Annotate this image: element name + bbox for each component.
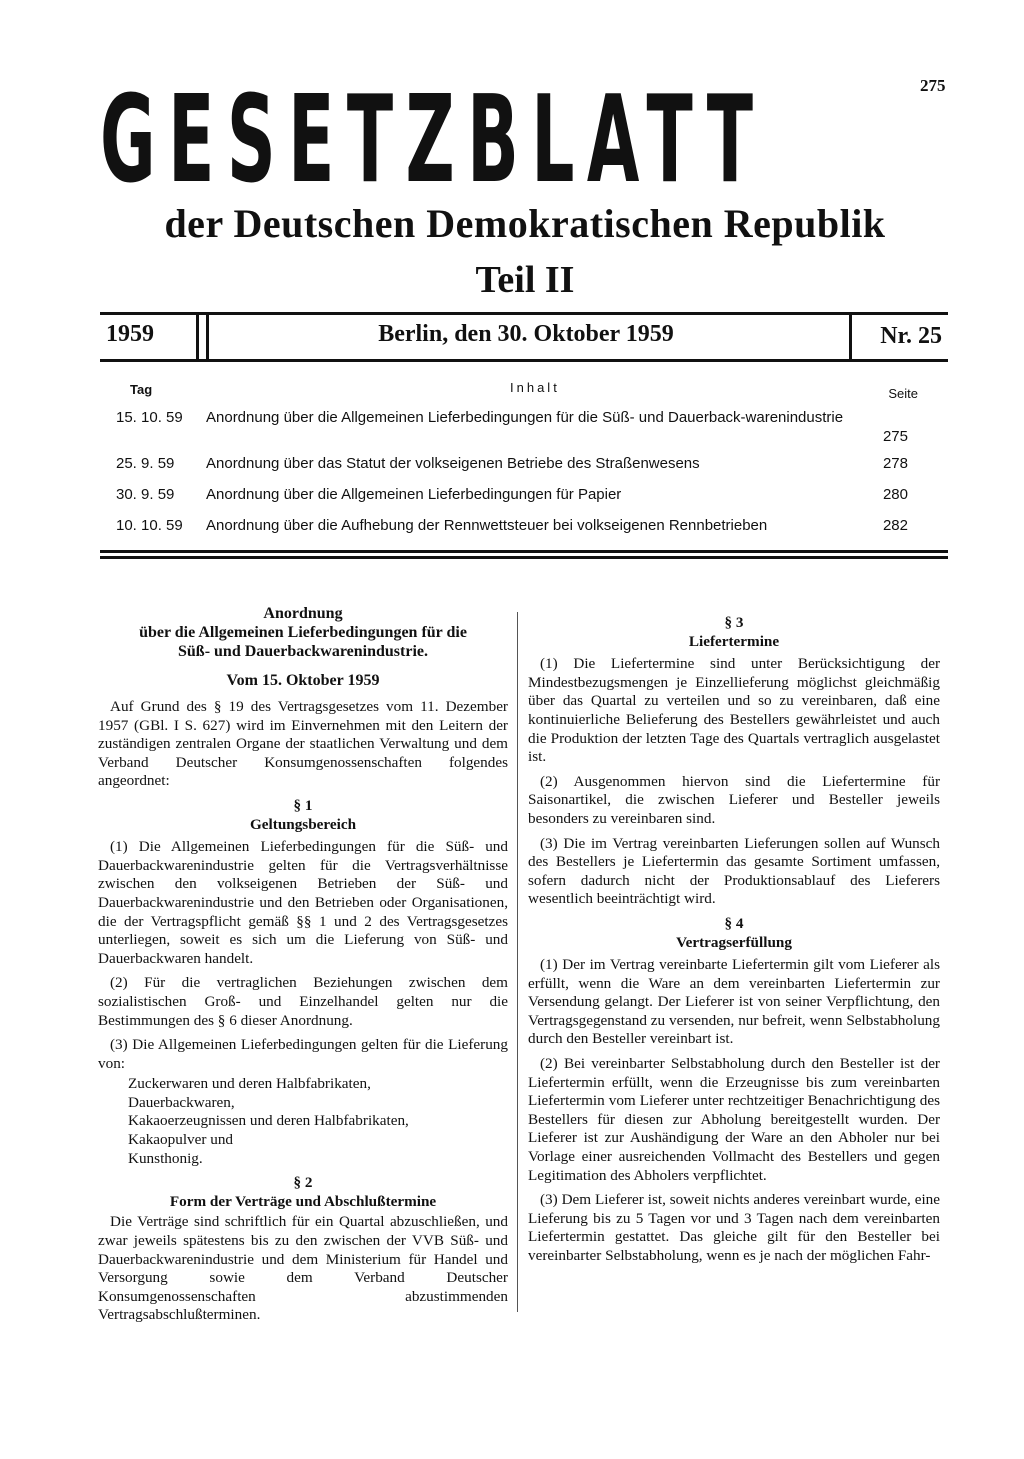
list-item: Kakaoerzeugnissen und deren Halbfabrikaten, <box>128 1112 409 1130</box>
section-number: § 4 <box>724 914 744 932</box>
paragraph: (3) Die im Vertrag vereinbarten Lieferungen sollen auf Wunsch des Bestellers je Liefertermin das gesamte Sortiment umfassen, sofern dadurch nicht der Produktionsablauf des Lieferers wesentlich beeinträchtigt wird. <box>528 834 940 908</box>
list-item: Kakaopulver und <box>128 1131 234 1149</box>
toc-row-title: Anordnung über die Allgemeinen Lieferbedingungen für die Süß- und Dauerback-warenindustrie <box>206 409 844 426</box>
toc-row-page: 275 <box>882 428 908 445</box>
section-title: Geltungsbereich <box>249 815 357 833</box>
article-preamble: Auf Grund des § 19 des Vertragsgesetzes vom 11. Dezember 1957 (GBl. I S. 627) wird im Einvernehmen mit den Leitern der zuständigen zentralen Organe der staatlichen Verwaltung und dem Verband Deutscher Konsumgenossenschaften folgendes angeordnet: <box>98 698 508 790</box>
section-number: § 3 <box>724 614 744 631</box>
issue-date: Berlin, den 30. Oktober 1959 <box>378 321 674 347</box>
text-column-right <box>528 604 940 1272</box>
section-number: § 1 <box>293 796 313 814</box>
toc-row-title: Anordnung über das Statut der volkseigenen Betriebe des Straßenwesens <box>206 455 700 472</box>
text-column-left <box>98 604 508 1331</box>
table-of-contents <box>100 376 948 542</box>
issue-bar <box>100 312 948 362</box>
toc-column-date: Tag <box>130 382 153 397</box>
issue-year: 1959 <box>106 321 154 347</box>
paragraph: Die Verträge sind schriftlich für ein Quartal abzuschließen, und zwar jeweils spätestens bis zu den zwischen der VVB Süß- und Dauerbackwarenindustrie und dem Ministerium für Handel und Versorgung sowie dem Verband Deutscher Konsumgenossenschaften abzustimmenden Vertragsabschlußterminen. <box>98 1213 508 1324</box>
toc-divider-rule <box>100 550 948 559</box>
toc-row-date: 10. 10. 59 <box>116 517 183 534</box>
page-number: 275 <box>920 76 946 95</box>
list-item: Kunsthonig. <box>128 1149 203 1167</box>
article-title-line-1: Anordnung <box>263 605 343 622</box>
paragraph: (1) Der im Vertrag vereinbarte Liefertermin gilt vom Lieferer als erfüllt, wenn die Ware an dem vereinbarten Liefertermin zur Versendung gelangt. Der Lieferer ist von seiner Verpflichtung, den Vertragsgegenstand zu versenden, nur befreit, wenn Selbstabholung durch den Besteller vereinbart ist. <box>528 956 940 1048</box>
issue-bar-divider <box>849 315 852 359</box>
paragraph: (1) Die Allgemeinen Lieferbedingungen für die Süß- und Dauerbackwarenindustrie gelten für die Vertragsverhältnisse zwischen den volkseigenen Betrieben der Süß- und Dauerbackwarenindustrie und den Betrieben oder Organisationen, die der Vertragspflicht gemäß §§ 1 und 2 des Vertragsgesetzes unterliegen, soweit es sich um die Lieferung von Süß- und Dauerbackwaren handelt. <box>98 838 508 967</box>
section-title: Liefertermine <box>688 632 780 650</box>
paragraph: (3) Dem Lieferer ist, soweit nichts anderes vereinbart wurde, eine Lieferung bis zu 5 Tagen vor und 3 Tagen nach dem vereinbarten Liefertermin gestattet. Das gleiche gilt für den Besteller bei vereinbarter Selbstabholung, wenn es je nach der möglichen Fahr- <box>528 1191 940 1264</box>
toc-row-date: 15. 10. 59 <box>116 409 183 426</box>
masthead <box>100 86 952 196</box>
toc-header <box>100 376 948 406</box>
toc-row <box>100 454 948 485</box>
toc-row <box>100 408 948 454</box>
issue-bar-divider <box>196 315 199 359</box>
masthead-title: GESETZBLATT <box>100 86 766 196</box>
issue-number: Nr. 25 <box>880 323 942 349</box>
paragraph: (3) Die Allgemeinen Lieferbedingungen gelten für die Lieferung von: <box>98 1036 508 1072</box>
paragraph: (1) Die Liefertermine sind unter Berücksichtigung der Mindestbezugsmengen je Einzellieferung möglichst gleichmäßig über das Quartal zu verteilen und so zu vereinbaren, daß eine kontinuierliche Belieferung des Bestellers gewährleistet und auch die Produktion der letzten Tage des Quartals vertraglich ausgelastet ist. <box>528 655 940 766</box>
toc-row-page: 280 <box>882 486 908 503</box>
list-item: Dauerbackwaren, <box>128 1093 235 1111</box>
publication-part: Teil II <box>475 259 575 301</box>
toc-column-content: Inhalt <box>510 380 560 395</box>
paragraph: (2) Bei vereinbarter Selbstabholung durch den Besteller ist der Liefertermin erfüllt, wenn die Erzeugnisse bis zum vereinbarten Liefertermin vom Lieferer unter rechtzeitiger Benachrichtigung des Bestellers für diesen zur Abholung bereitgestellt wurden. Der Lieferer ist zur Aushändigung der Ware an den Abholer nur bei Vorlage einer ausreichenden Vollmacht des Bestellers und gegen Legitimation des Abholers verpflichtet. <box>528 1055 940 1184</box>
article-title-line-3: Süß- und Dauerbackwarenindustrie. <box>178 643 428 660</box>
list-item: Zuckerwaren und deren Halbfabrikaten, <box>128 1075 371 1093</box>
article-date: Vom 15. Oktober 1959 <box>226 672 380 689</box>
toc-row <box>100 485 948 516</box>
section-number: § 2 <box>293 1174 313 1192</box>
toc-row <box>100 516 948 542</box>
paragraph: (2) Ausgenommen hiervon sind die Liefertermine für Saisonartikel, die zwischen Lieferer und Besteller jeweils besonders zu vereinbaren sind. <box>528 772 940 827</box>
column-divider <box>517 612 518 1312</box>
toc-row-page: 278 <box>882 455 908 472</box>
paragraph: (2) Für die vertraglichen Beziehungen zwischen dem sozialistischen Groß- und Einzelhandel gelten nur die Bestimmungen des § 6 dieser Anordnung. <box>98 974 508 1029</box>
toc-row-date: 30. 9. 59 <box>116 486 175 503</box>
toc-column-page: Seite <box>888 386 918 401</box>
article-title-line-2: über die Allgemeinen Lieferbedingungen für die <box>139 624 467 641</box>
toc-row-date: 25. 9. 59 <box>116 455 175 472</box>
toc-row-title: Anordnung über die Aufhebung der Rennwettsteuer bei volkseigenen Rennbetrieben <box>206 517 768 534</box>
product-list <box>128 1075 508 1168</box>
section-title: Vertragserfüllung <box>676 933 792 951</box>
publication-subtitle: der Deutschen Demokratischen Republik <box>164 201 886 246</box>
section-title: Form der Verträge und Abschlußtermine <box>169 1192 437 1210</box>
toc-row-page: 282 <box>882 517 908 534</box>
toc-row-title: Anordnung über die Allgemeinen Lieferbedingungen für Papier <box>206 486 622 503</box>
